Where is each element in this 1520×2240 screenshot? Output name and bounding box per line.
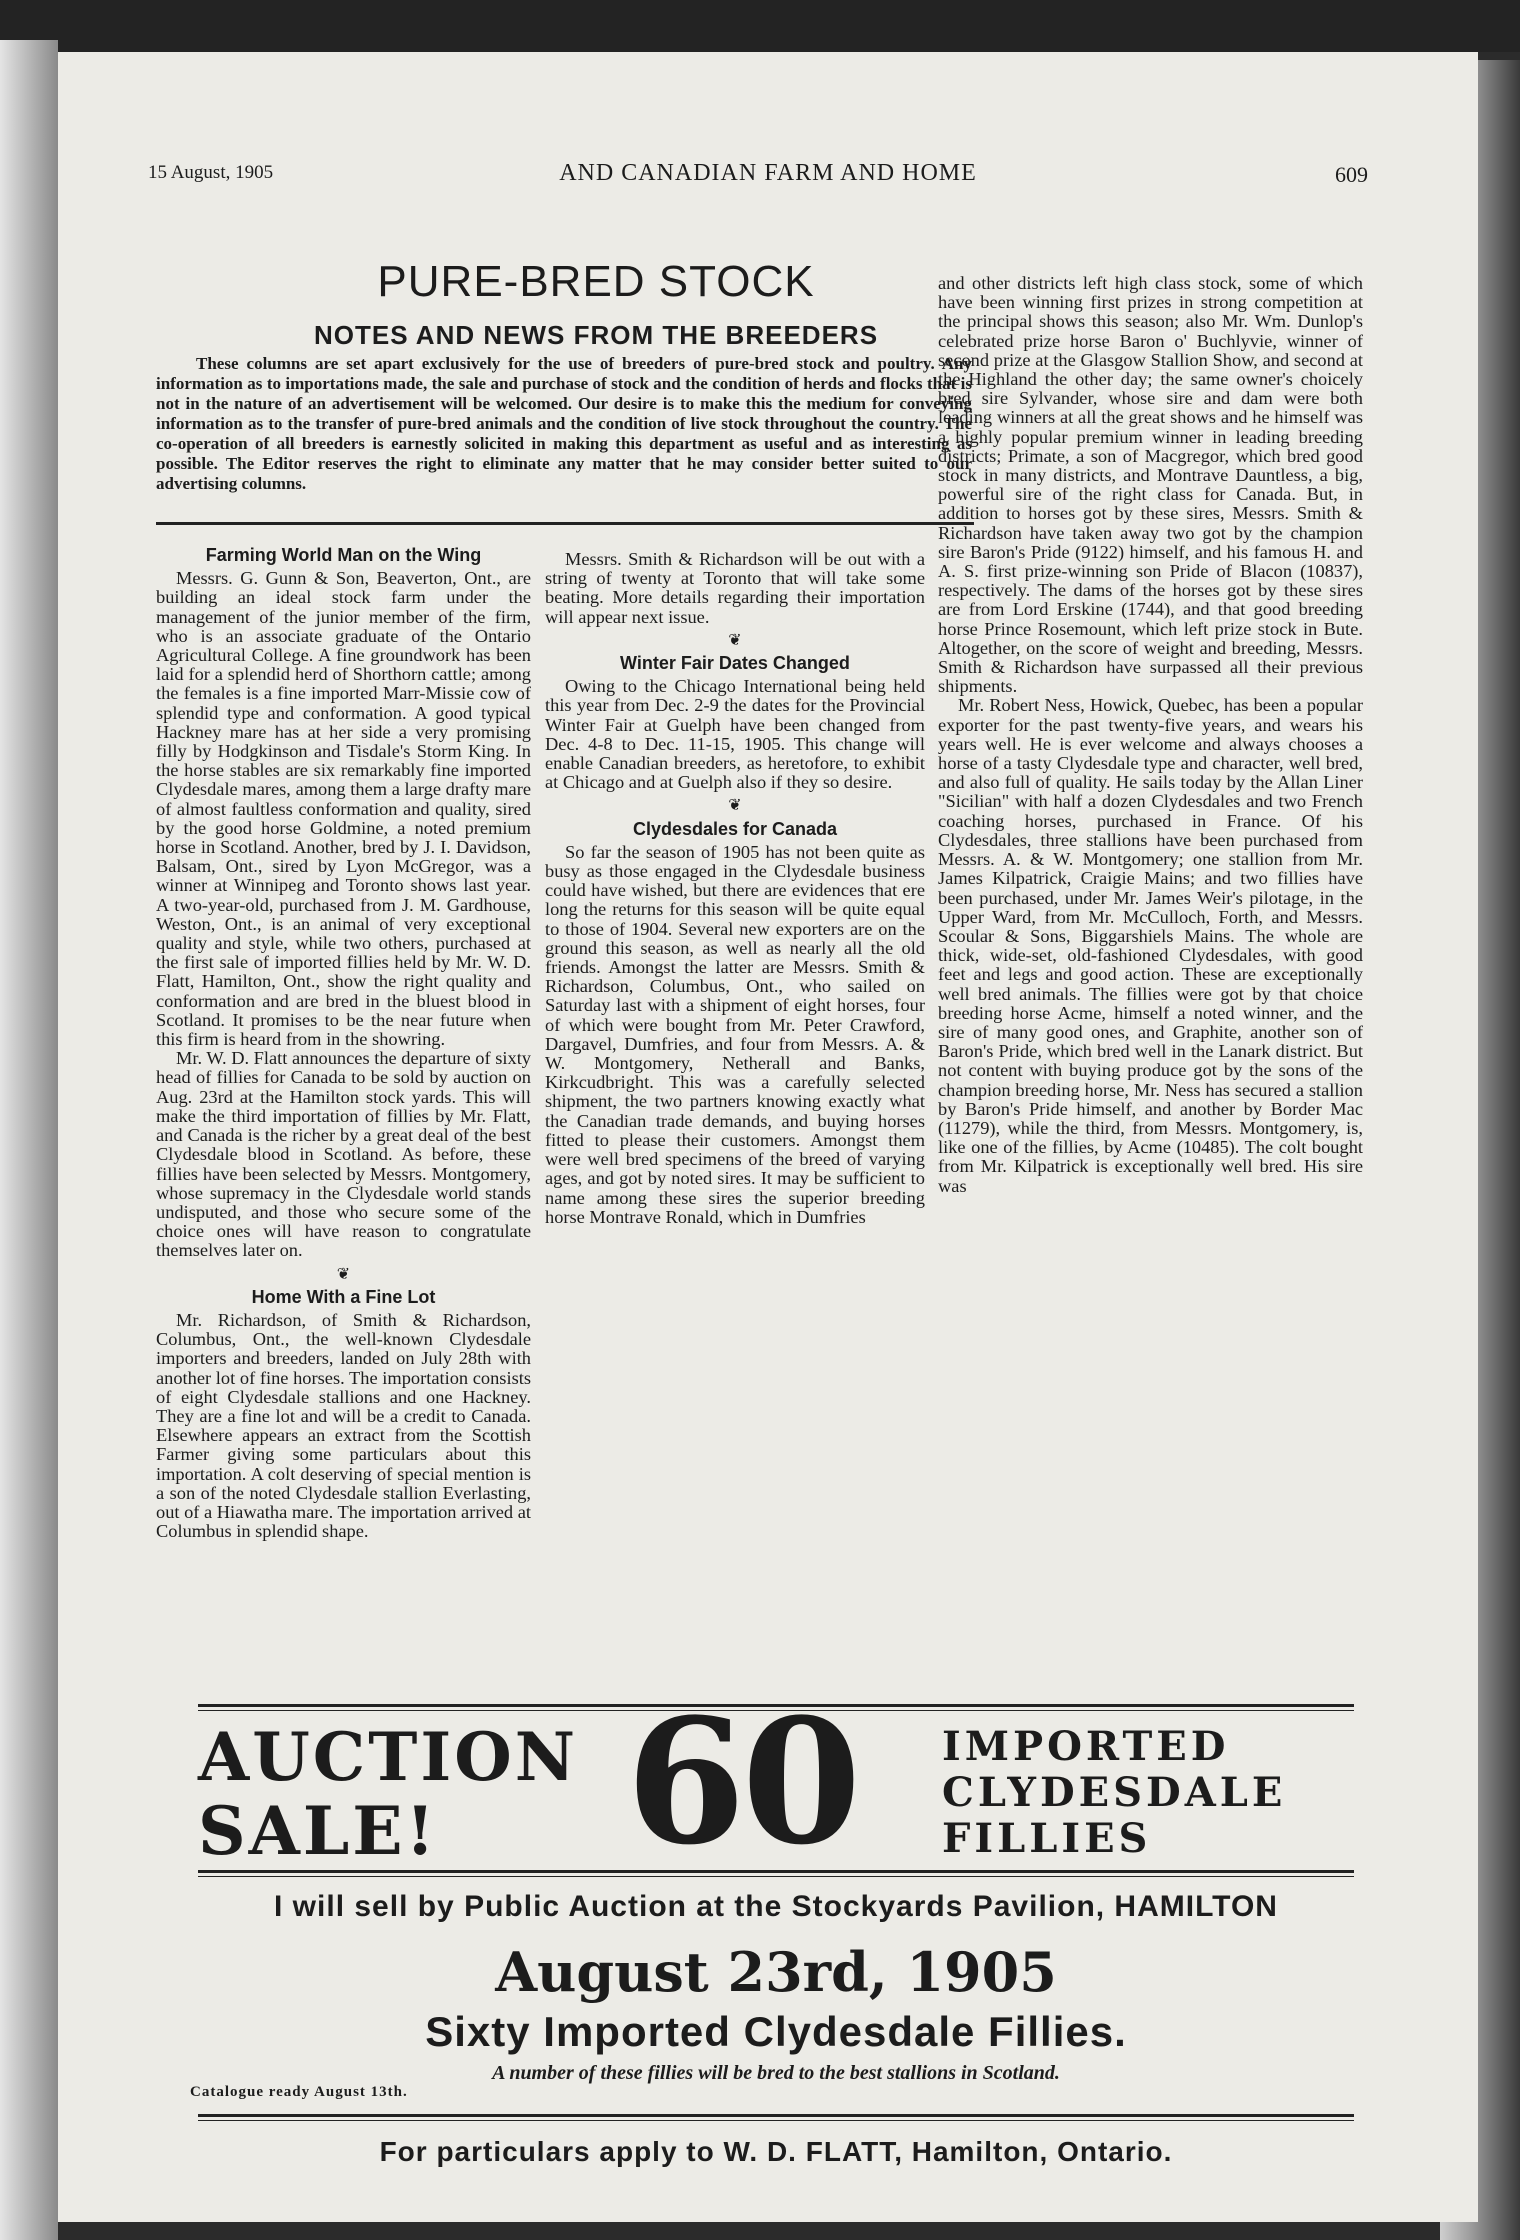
ad-bred-line: A number of these fillies will be bred to the best stallions in Scotland.	[492, 2062, 1060, 2084]
article-paragraph: and other districts left high class stock, some of which have been winning first prizes in strong competition at the principal shows this season; also Mr. Wm. Dunlop's celebrated prize horse Baron o' Buchlyvie, winner of second prize at the Glasgow Stallion Show, and second at the Highland the other day; the same owner's choicely bred sire Sylvander, whose sire and dam were both leading winners at all the great shows and he himself was a highly popular premium winner in leading breeding districts; Primate, a son of Macgregor, which bred good stock in many districts, and Montrave Dauntless, a big, powerful sire of the right class for Canada. But, in addition to horses got by these sires, Messrs. Smith & Richardson have taken away two got by the champion sire Baron's Pride (9122) himself, and his famous H. and A. S. first prize-winning son Pride of Blacon (10837), respectively. The dams of the horses got by these sires are from Lord Erskine (1744), and that good breeding horse Prince Rosemount, which left prize stock in Bute. Altogether, on the score of weight and breeding, Messrs. Smith & Richardson have surpassed all their previous shipments.	[938, 273, 1363, 697]
ornament-icon: ❦	[336, 1265, 351, 1283]
ad-auction-sale	[198, 1720, 578, 1868]
article-heading-farming-world: Farming World Man on the Wing	[205, 545, 482, 565]
journal-title: AND CANADIAN FARM AND HOME	[559, 160, 977, 186]
scan-top-edge	[0, 0, 1520, 52]
ornament-icon: ❦	[728, 631, 742, 649]
ad-imported-word: IMPORTED	[942, 1723, 1230, 1770]
ad-fillies-word: FILLIES	[942, 1815, 1152, 1862]
ad-rule-mid	[198, 1870, 1354, 1873]
issue-date: 15 August, 1905	[148, 162, 274, 183]
section-title: PURE-BRED STOCK	[377, 257, 815, 306]
intro-rule	[156, 522, 974, 525]
ornament-icon: ❦	[728, 797, 742, 815]
ad-rule-mid-thin	[198, 1876, 1354, 1877]
ad-sale-word: SALE!	[198, 1792, 438, 1870]
article-paragraph: Owing to the Chicago International being held this year from Dec. 2-9 the dates for the Provincial Winter Fair at Guelph have been changed from Dec. 4-8 to Dec. 11-15, 1905. This change will enable Canadian breeders, as heretofore, to exhibit at Chicago and at Guelph also if they so desire.	[545, 676, 925, 793]
article-paragraph: Mr. W. D. Flatt announces the departure of sixty head of fillies for Canada to be sold by auction on Aug. 23rd at the Hamilton stock yards. This will make the third importation of fillies by Mr. Flatt, and Canada is the richer by a great deal of the best Clydesdale blood in Scotland. As before, these fillies have been selected by Messrs. Montgomery, whose supremacy in the Clydesdale world stands undisputed, and those who secure some of the choice ones will have reason to congratulate themselves later on.	[156, 1048, 531, 1261]
running-header	[58, 154, 1478, 194]
page-number: 609	[1335, 162, 1368, 187]
ad-particulars-line: For particulars apply to W. D. FLATT, Hamilton, Ontario.	[379, 2136, 1173, 2167]
article-paragraph: So far the season of 1905 has not been quite as busy as those engaged in the Clydesdale business could have wished, but there are evidences that ere long the returns for this season will be quite equal to those of 1904. Several new exporters are on the ground this season, as well as nearly all the old friends. Amongst the latter are Messrs. Smith & Richardson, Columbus, Ont., who sailed on Saturday last with a shipment of eight horses, four of which were bought from Mr. Peter Crawford, Dargavel, Dumfries, and four from Messrs. A. & W. Montgomery, Netherall and Banks, Kirkcudbright. This was a carefully selected shipment, the two partners knowing exactly what the Canadian trade demands, and buying horses fitted to please their customers. Amongst them were well bred specimens of the breed of varying ages, and got by noted sires. It may be sufficient to name among these sires the superior breeding horse Montrave Ronald, which in Dumfries	[545, 841, 925, 1227]
ad-catalogue-line: Catalogue ready August 13th.	[190, 2084, 408, 2100]
magazine-page	[58, 52, 1478, 2222]
section-intro: These columns are set apart exclusively for the use of breeders of pure-bred stock and poultry. Any information as to importations made, the sale and purchase of stock and the condition of herds and flocks that is not in the nature of an advertisement will be welcomed. Our desire is to make this the medium for conveying information as to the transfer of pure-bred animals and the condition of live stock throughout the country. The co-operation of all breeders is earnestly solicited in making this department as useful and as interesting as possible. The Editor reserves the right to eliminate any matter that he may consider better suited to our advertising columns.	[156, 354, 972, 493]
ad-rule-bottom	[198, 2114, 1354, 2117]
ad-sell-line: I will sell by Public Auction at the Stockyards Pavilion, HAMILTON	[274, 1890, 1278, 1923]
ad-clydesdale-word: CLYDESDALE	[942, 1769, 1287, 1816]
article-heading-clydesdales: Clydesdales for Canada	[632, 818, 838, 839]
article-paragraph: Messrs. Smith & Richardson will be out with a string of twenty at Toronto that will take some beating. More details regarding their importation will appear next issue.	[545, 549, 925, 627]
article-column-3	[938, 274, 1363, 1196]
ad-rule-bottom-thin	[198, 2120, 1354, 2121]
section-subtitle: NOTES AND NEWS FROM THE BREEDERS	[313, 320, 879, 350]
ad-auction-word: AUCTION	[198, 1718, 579, 1796]
ad-imported-fillies	[942, 1724, 1286, 1862]
ad-date-line: August 23rd, 1905	[495, 1940, 1057, 2004]
article-paragraph: Mr. Richardson, of Smith & Richardson, Columbus, Ont., the well-known Clydesdale importers and breeders, landed on July 28th with another lot of fine horses. The importation consists of eight Clydesdale stallions and one Hackney. They are a fine lot and will be a credit to Canada. Elsewhere appears an extract from the Scottish Farmer giving some particulars about this importation. A colt deserving of special mention is a son of the noted Clydesdale stallion Everlasting, out of a Hiawatha mare. The importation arrived at Columbus in splendid shape.	[156, 1309, 531, 1542]
ad-sixty-line: Sixty Imported Clydesdale Fillies.	[425, 2008, 1127, 2055]
article-column-1	[156, 546, 531, 1541]
article-paragraph: Messrs. G. Gunn & Son, Beaverton, Ont., are building an ideal stock farm under the management of the junior member of the firm, who is an associate graduate of the Ontario Agricultural College. A fine groundwork has been laid for a splendid herd of Shorthorn cattle; among the females is a fine imported Marr-Missie cow of splendid type and conformation. A good typical Hackney mare has at her side a very promising filly by Hodgkinson and Tisdale's Storm King. In the horse stables are six remarkably fine imported Clydesdale mares, among them a large drafty mare of almost faultless conformation and quality, sired by the good horse Goldmine, a noted premium horse in Scotland. Another, bred by J. I. Davidson, Balsam, Ont., sired by Lyon McGregor, was a winner at Winnipeg and Toronto shows last year. A two-year-old, purchased from J. M. Gardhouse, Weston, Ont., is an animal of very exceptional quality and style, while two others, purchased at the first sale of imported fillies held by Mr. W. D. Flatt, Hamilton, Ont., show the right quality and conformation and are bred in the bluest blood in Scotland. It promises to be the near future when this firm is heard from in the showring.	[156, 568, 531, 1050]
ad-number: 60	[626, 1680, 858, 1883]
article-paragraph: Mr. Robert Ness, Howick, Quebec, has been a popular exporter for the past twenty-five years, and wears his years well. He is ever welcome and always chooses a horse of a tasty Clydesdale type and character, well bred, and also full of quality. He sails today by the Allan Liner "Sicilian" with half a dozen Clydesdales and two French coaching horses, purchased in France. Of his Clydesdales, three stallions have been purchased from Messrs. A. & W. Montgomery; one stallion from Mr. James Kilpatrick, Craigie Mains; and two fillies have been purchased, under Mr. James Weir's pilotage, in the Upper Ward, from Mr. McCulloch, Forth, and Messrs. Scoular & Sons, Biggarshiels Mains. The whole are thick, wide-set, old-fashioned Clydesdales, with good feet and legs and good action. These are exceptionally well bred animals. The fillies were got by that choice breeding horse Acme, himself a noted winner, and the sire of many good ones, and Graphite, another son of Baron's Pride, which bred well in the Lanark district. But not content with buying produce got by the sons of the champion breeding horse, Mr. Ness has secured a stallion by Baron's Pride himself, and another by Border Mac (11279), while the third, from Messrs. Montgomery, is, like one of the fillies, by Acme (10485). The colt bought from Mr. Kilpatrick is exceptionally well bred. His sire was	[938, 695, 1363, 1196]
article-heading-home-fine-lot: Home With a Fine Lot	[251, 1286, 436, 1307]
scan-left-edge	[0, 40, 58, 2240]
article-column-2	[545, 550, 925, 1227]
article-heading-winter-fair: Winter Fair Dates Changed	[620, 653, 850, 674]
